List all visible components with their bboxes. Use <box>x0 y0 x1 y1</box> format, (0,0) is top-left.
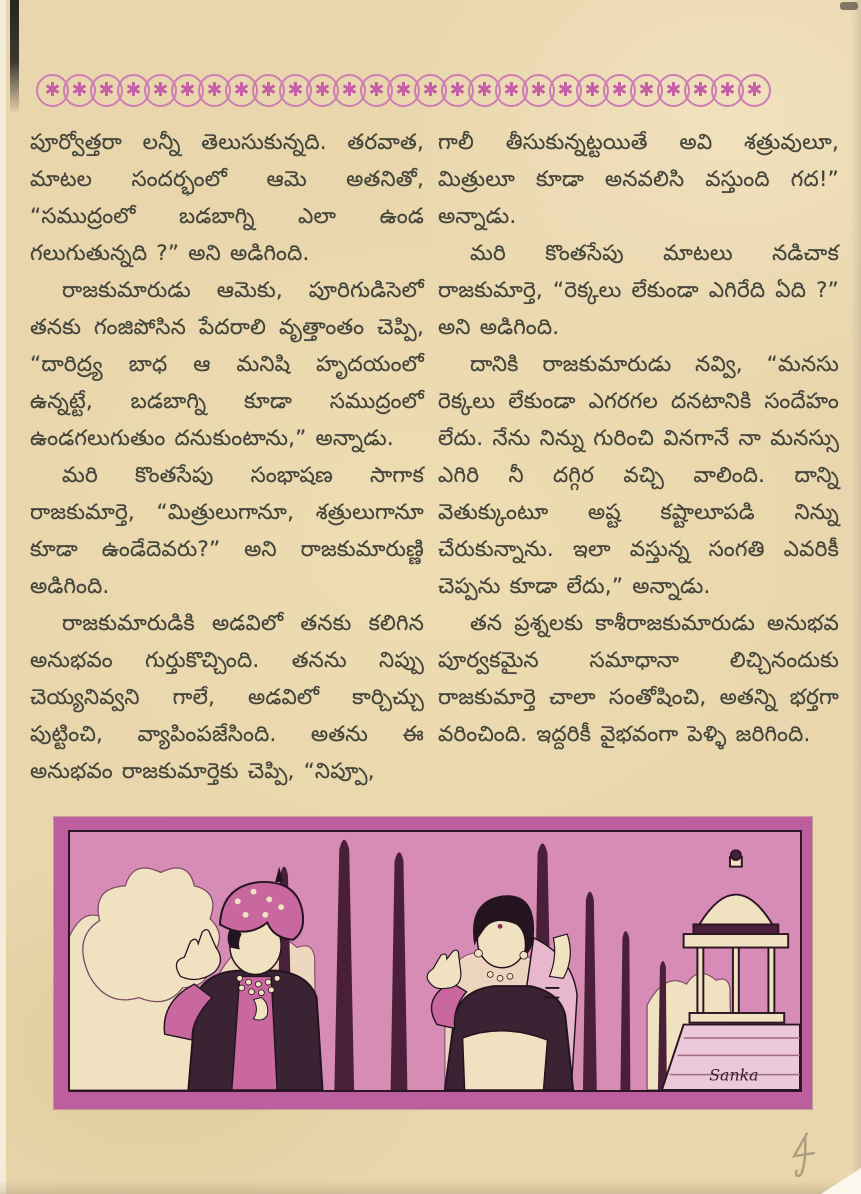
illustration-drawing <box>70 832 800 1090</box>
text-column-left <box>30 124 424 790</box>
paragraph: రాజకుమారుడికి అడవిలో తనకు కలిగిన అనుభవం గుర్తుకొచ్చింది. తనను నిప్పు చెయ్యనివ్వని గాలే, అడవిలో కార్చిచ్చు పుట్టించి, వ్యాపింపజేసింది. అతను ఈ అనుభవం రాజకుమార్తెకు చెప్పి, “నిప్పూ, <box>30 611 424 784</box>
paragraph: మరి కొంతసేపు సంభాషణ సాగాక రాజకుమార్తె, “మిత్రులుగానూ, శత్రులుగానూ కూడా ఉండేదెవరు?” అని రాజకుమారుణ్ణి అడిగింది. <box>30 463 424 599</box>
paragraph: గాలీ తీసుకున్నట్టయితే అవి శత్రువులూ, మిత్రులూ కూడా అనవలిసి వస్తుంది గద!” అన్నాడు. <box>438 130 839 229</box>
paragraph: పూర్వోత్తరా లన్నీ తెలుసుకున్నది. తరవాత, మాటల సందర్భంలో ఆమె అతనితో, “సముద్రంలో బడబాగ్ని ఎలా ఉండ గలుగుతున్నది ?” అని అడిగింది. <box>30 130 424 266</box>
flower-ring-ornament: ✱ <box>414 74 447 107</box>
ink-streak-artifact <box>10 0 19 114</box>
flower-ring-ornament: ✱ <box>657 74 690 107</box>
flower-ring-ornament: ✱ <box>684 74 717 107</box>
flower-ring-ornament: ✱ <box>117 74 150 107</box>
flower-ring-ornament: ✱ <box>90 74 123 107</box>
flower-ring-ornament: ✱ <box>333 74 366 107</box>
flower-ring-ornament: ✱ <box>252 74 285 107</box>
story-illustration <box>68 830 802 1092</box>
artist-signature: Sanka <box>709 1066 759 1085</box>
text-column-right <box>438 124 839 753</box>
paragraph: తన ప్రశ్నలకు కాశీరాజకుమారుడు అనుభవ పూర్వకమైన సమాధానా లిచ్చినందుకు రాజకుమార్తె చాలా సంతోషించి, అతన్ని భర్తగా వరించింది. ఇద్దరికీ వైభవంగా పెళ్ళి జరిగింది. <box>438 611 839 747</box>
flower-ring-ornament: ✱ <box>522 74 555 107</box>
flower-ring-ornament: ✱ <box>198 74 231 107</box>
flower-ring-ornament: ✱ <box>279 74 312 107</box>
handwritten-page-number <box>779 1126 830 1185</box>
scan-edge-right <box>851 0 861 1194</box>
ornament-band <box>36 72 794 108</box>
flower-ring-ornament: ✱ <box>360 74 393 107</box>
flower-ring-ornament: ✱ <box>630 74 663 107</box>
flower-ring-ornament: ✱ <box>306 74 339 107</box>
princess-sari <box>463 1031 548 1090</box>
flower-ring-ornament: ✱ <box>711 74 744 107</box>
paragraph: రాజకుమారుడు ఆమెకు, పూరిగుడిసెలో తనకు గంజిపోసిన పేదరాలి వృత్తాంతం చెప్పి, “దారిద్ర్య బాధ ఆ మనిషి హృదయంలో ఉన్నట్టే, బడబాగ్ని కూడా సముద్రంలో ఉండగలుగుతుం దనుకుంటాను,” అన్నాడు. <box>30 278 424 451</box>
flower-ring-ornament: ✱ <box>441 74 474 107</box>
flower-ring-ornament: ✱ <box>144 74 177 107</box>
scan-edge-left <box>0 0 6 1194</box>
flower-ring-ornament: ✱ <box>576 74 609 107</box>
paragraph: మరి కొంతసేపు మాటలు నడిచాక రాజకుమార్తె, “రెక్కలు లేకుండా ఎగిరేది ఏది ?” అని అడిగింది. <box>438 241 839 340</box>
flower-ring-ornament: ✱ <box>603 74 636 107</box>
flower-ring-ornament: ✱ <box>549 74 582 107</box>
scan-edge-bottom <box>0 1180 861 1194</box>
illustration-frame <box>54 817 812 1109</box>
flower-ring-ornament: ✱ <box>468 74 501 107</box>
flower-ring-ornament: ✱ <box>387 74 420 107</box>
pencil-numeral-4 <box>779 1126 830 1185</box>
flower-ring-ornament: ✱ <box>738 74 771 107</box>
flower-ring-ornament: ✱ <box>36 74 69 107</box>
flower-ring-ornament: ✱ <box>63 74 96 107</box>
flower-ring-ornament: ✱ <box>171 74 204 107</box>
smudge-artifact <box>840 2 858 10</box>
paragraph: దానికి రాజకుమారుడు నవ్వి, “మనసు రెక్కలు లేకుండా ఎగరగల దనటానికి సందేహం లేదు. నేను నిన్ను గురించి వినగానే నా మనస్సు ఎగిరి నీ దగ్గిర వచ్చి వాలింది. దాన్ని వెతుక్కుంటూ అష్ట కష్టాలూపడి నిన్ను చేరుకున్నాను. ఇలా వస్తున్న సంగతి ఎవరికీ చెప్పను కూడా లేదు,” అన్నాడు. <box>438 352 839 599</box>
flower-ring-ornament: ✱ <box>225 74 258 107</box>
flower-ring-ornament: ✱ <box>495 74 528 107</box>
